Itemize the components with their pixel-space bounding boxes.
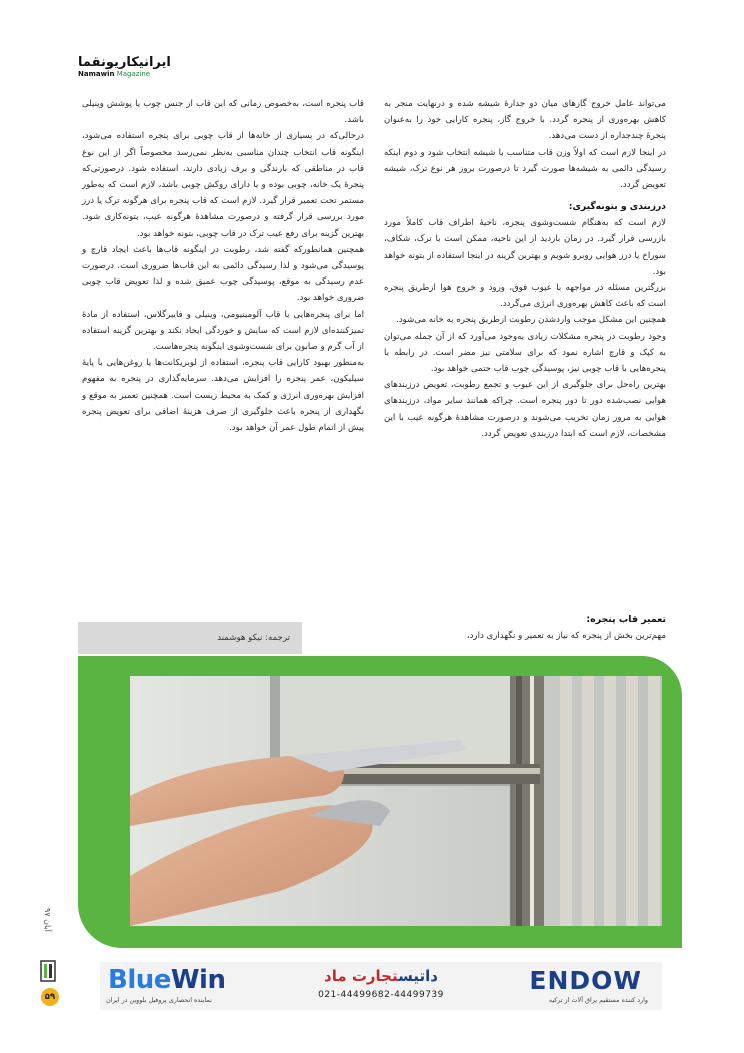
repair-section xyxy=(384,612,666,644)
ad-bluewin[interactable] xyxy=(100,962,280,1010)
datis-name: داتیس xyxy=(398,967,438,985)
bluewin-logo xyxy=(108,964,225,996)
paragraph: اما برای پنجره‌هایی با قاب آلومینیومی، وینیلی و فایبرگلاس، استفاده از مادهٔ تمیزکننده‌ای لازم است که سایش و خوردگی ایجاد نکند و بهترین گزینه استفاده از آب گرم و صابون برای شست‌وشوی اینگونه پنجره‌هاست. xyxy=(82,309,364,353)
paragraph: قاب پنجره است، به‌خصوص زمانی که این قاب از جنس چوب یا پوشش وینیلی باشد. xyxy=(82,99,364,126)
paragraph: درحالی‌که در بسیاری از خانه‌ها از قاب چوبی برای پنجره استفاده می‌شود، اینگونه قاب انتخاب چندان مناسبی به‌نظر نمی‌رسد مخصوصاً اگر از این نوع قاب در مناطقی که بارندگی و برف زیادی دارند، استفاده شود. درصورتی‌که پنجرهٔ یک خانه، چوبی بوده و یا دارای روکش چوبی باشد، لازم است که به‌طور مستمر تحت تعمیر قرار گیرد. لازم است که قاب پنجره برای هرگونه ترک یا درز مورد بررسی قرار گرفته و درصورت مشاهدهٔ هرگونه عیب، بتونه‌کاری شود. بهترین گزینه برای رفع عیب ترک در قاب چوبی، بتونه خواهد بود. xyxy=(82,131,364,239)
paragraph: همچنین همانطورکه گفته شد، رطوبت در اینگونه قاب‌ها باعث ایجاد قارچ و پوسیدگی می‌شود و لذا رسیدگی دائمی به این قاب‌ها ضروری است. درصورت عدم رسیدگی به موقع، پوسیدگی چوب عمیق شده و لذا تعویض قاب چوبی ضروری خواهد بود. xyxy=(82,244,364,304)
paragraph: بهترین راه‌حل برای جلوگیری از این عیوب و تجمع رطوبت، تعویض درزبندهای هوایی نصب‌شده دور تا دور پنجره است. چراکه همانند سایر مواد، درزبندهای هوایی به مرور زمان تخریب می‌شوند و درصورت مشاهدهٔ هرگونه عیب با این مشخصات، لازم است که ابتدا درزبندی تعویض گردد. xyxy=(384,380,666,439)
logo-subtitle xyxy=(78,70,178,79)
logo-brand: Namawin xyxy=(78,70,115,78)
paragraph: لازم است که به‌هنگام شست‌وشوی پنجره، ناحیهٔ اطراف قاب کاملاً مورد بازرسی قرار گیرد. در زمان بازدید از این ناحیه، ممکن است با ترک، شکاف، سوراخ یا درز هوایی روبرو شویم و بهترین گزینه در اینجا استفاده از بتونه خواهد بود. xyxy=(384,218,666,277)
logo-text: ایرانیکاریونقما xyxy=(78,55,171,70)
datis-name-2: تجارت ماد xyxy=(324,967,399,985)
translator-credit: ترجمه: نیکو هوشمند xyxy=(78,622,302,654)
paragraph: وجود رطوبت در پنجره مشکلات زیادی به‌وجود می‌آورد که از آن جمله می‌توان به کپک و قارچ اشاره نمود که برای سلامتی نیز مضر است. در رابطه با پنجره‌هایی با قاب چوبی نیز، پوسیدگی چوب قاب حتمی خواهد بود. xyxy=(384,331,666,375)
endow-logo: ENDOW xyxy=(529,966,642,995)
paragraph: به‌منظور بهبود کارایی قاب پنجره، استفاده از لوبریکانت‌ها یا روغن‌هایی با پایهٔ سیلیکون، عمر پنجره را افزایش می‌دهد. سرمایه‌گذاری در پنجره به مفهوم افزایش بهره‌وری انرژی و کمک به محیط زیست است. همچنین تعمیر به موقع و نگهداری از پنجره باعث جلوگیری از صرف هزینهٔ اضافی برای تعویض پنجره پیش از اتمام طول عمر آن خواهد بود. xyxy=(82,358,364,434)
ad-endow[interactable] xyxy=(482,962,662,1010)
section-heading: تعمیر قاب پنجره: xyxy=(586,614,666,625)
issue-date xyxy=(40,908,54,954)
article-column-left xyxy=(82,96,364,436)
paragraph: همچنین این مشکل موجب واردشدن رطوبت ازطریق پنجره به خانه می‌شود. xyxy=(396,315,666,326)
bluewin-win: Win xyxy=(170,965,226,995)
bluewin-blue: Blue xyxy=(108,965,171,995)
paragraph: در اینجا لازم است که اولاً وزن قاب متناسب با شیشه انتخاب شود و دوم اینکه رسیدگی دائمی به شیشه‌ها صورت گیرد تا درصورت بروز هر نوع ترک، شیشه تعویض گردد. xyxy=(384,147,666,191)
paragraph: مهم‌ترین بخش از پنجره که نیاز به تعمیر و نگهداری دارد، xyxy=(466,631,666,641)
section-heading: درزبندی و بتونه‌گیری: xyxy=(568,201,666,213)
page-number: ۵۹ xyxy=(41,988,59,1006)
window-repair-illustration xyxy=(130,676,662,926)
advertisement-bar xyxy=(100,962,662,1010)
magazine-icon xyxy=(40,960,56,982)
endow-tagline: وارد کننده مستقیم یراق آلات از ترکیه xyxy=(548,996,648,1004)
datis-phone: 021-44499682-44499739 xyxy=(318,990,444,1000)
magazine-glyph-icon xyxy=(40,960,56,982)
magazine-logo xyxy=(78,56,178,82)
datis-logo xyxy=(290,966,472,986)
window-repair-photo xyxy=(130,676,662,926)
logo-magazine: Magazine xyxy=(116,70,151,78)
ad-datis[interactable] xyxy=(290,962,472,1010)
issue-date-text: آبان ۹۷ xyxy=(43,908,52,932)
paragraph: بزرگترین مسئله در مواجهه با عیوب فوق، ورود و خروج هوا ازطریق پنجره است که باعث کاهش بهره‌وری انرژی می‌گردد. xyxy=(384,283,666,310)
bluewin-tagline: نماینده انحصاری پروفیل بلووین در ایران xyxy=(106,996,212,1004)
article-column-right xyxy=(384,96,666,442)
paragraph: می‌تواند عامل خروج گازهای میان دو جدارهٔ شیشه شده و درنهایت منجر به کاهش بهره‌وری از پنجره گردد. با خروج گاز، پنجره کارایی خود را به‌عنوان پنجرهٔ چندجداره از دست می‌دهد. xyxy=(384,99,666,142)
